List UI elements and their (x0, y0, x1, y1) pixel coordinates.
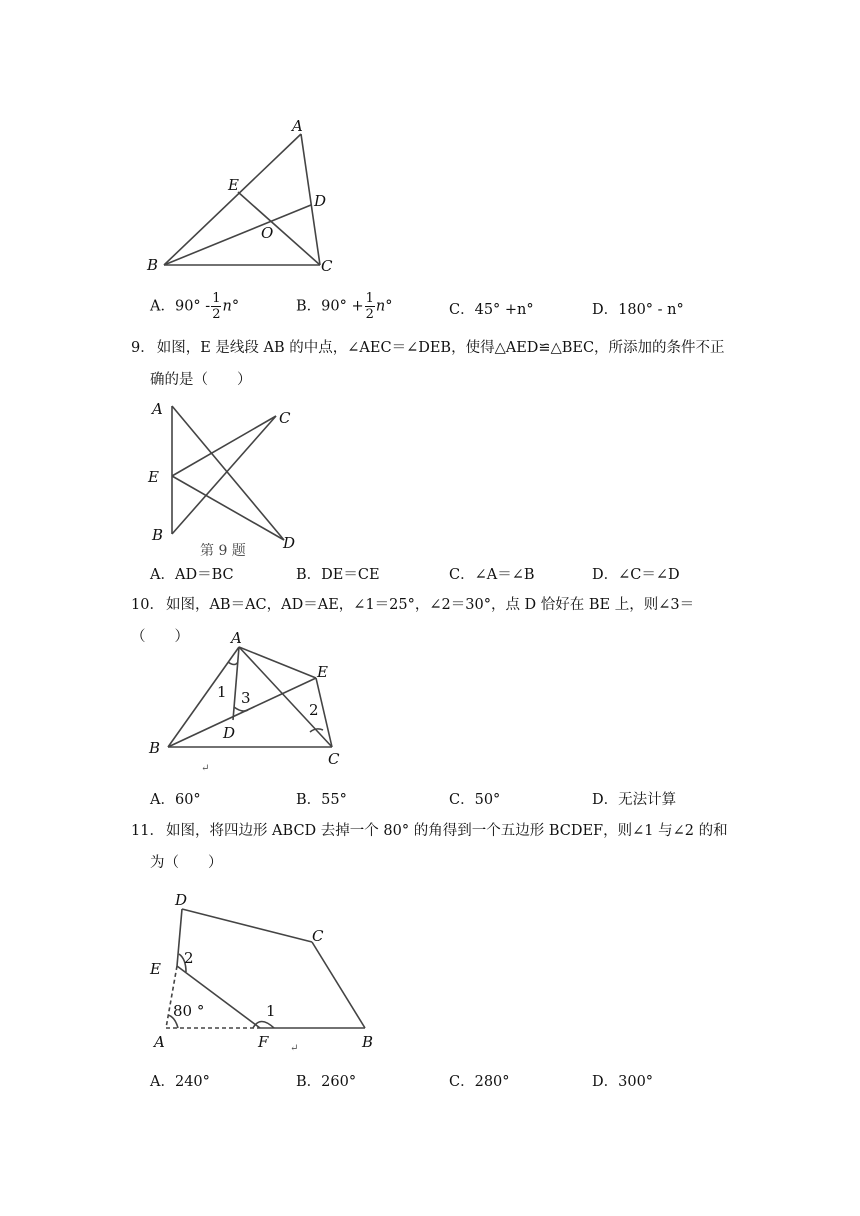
label-a: A (152, 400, 163, 418)
q8-option-a-text: A．90° (150, 298, 201, 315)
q11-options (150, 1070, 750, 1094)
fraction-numerator: 1 (365, 291, 374, 306)
return-mark: ↵ (290, 1043, 299, 1054)
label-angle-2: 2 (309, 701, 319, 719)
label-angle-1: 1 (217, 683, 227, 701)
segment-bc (172, 416, 276, 534)
segment-ed (172, 476, 284, 540)
segment-ab (164, 134, 301, 265)
fraction-denominator: 2 (365, 307, 374, 322)
q11-option-c[interactable]: C．280° (449, 1074, 510, 1090)
label-80-degrees: 80 ° (173, 1002, 205, 1020)
label-d: D (175, 891, 188, 909)
q9-text: 如图，E 是线段 AB 的中点，∠AEC＝∠DEB，使得△AED≌△BEC，所添加的条件不正 (156, 340, 725, 356)
figure-q9 (140, 396, 310, 559)
q9-line-1 (131, 332, 741, 364)
label-b: B (362, 1033, 374, 1051)
label-d: D (283, 534, 296, 552)
q8-option-b[interactable] (296, 292, 393, 321)
question-11 (131, 815, 741, 879)
label-angle-2: 2 (184, 949, 194, 967)
q9-option-d[interactable]: D．∠C＝∠D (592, 567, 680, 583)
figure-caption: 第 9 题 (200, 543, 246, 559)
label-angle-3: 3 (241, 689, 251, 707)
figure-q11 (140, 883, 390, 1058)
segment-ed (177, 909, 182, 966)
q11-option-b[interactable]: B．260° (296, 1074, 357, 1090)
label-d: D (314, 192, 327, 210)
label-c: C (321, 257, 333, 275)
segment-ac (239, 647, 332, 747)
q10-option-b[interactable]: B．55° (296, 792, 347, 808)
fraction-half (365, 292, 375, 321)
segment-dc (182, 909, 312, 942)
q9-option-a[interactable]: A．AD＝BC (150, 567, 234, 583)
segment-ae (239, 647, 316, 678)
q10-option-d[interactable]: D．无法计算 (592, 792, 677, 808)
q10-options (150, 788, 750, 812)
label-e: E (317, 663, 328, 681)
label-c: C (312, 927, 324, 945)
question-9 (131, 332, 741, 396)
label-a: A (231, 629, 242, 647)
label-e: E (148, 468, 159, 486)
q8-option-b-unit: n° (375, 298, 393, 315)
q8-option-b-sign: + (351, 298, 364, 315)
q9-number: 9． (131, 340, 155, 356)
q11-number: 11． (131, 823, 164, 839)
q8-option-c[interactable]: C．45° +n° (449, 302, 534, 318)
angle-3-arc (234, 707, 248, 711)
angle-1-arc (228, 662, 238, 665)
fraction-half (211, 292, 221, 321)
q10-number: 10． (131, 597, 164, 613)
label-e: E (228, 176, 239, 194)
label-c: C (328, 750, 340, 768)
q10-option-a[interactable]: A．60° (150, 792, 201, 808)
q11-option-d[interactable]: D．300° (592, 1074, 654, 1090)
label-a: A (154, 1033, 165, 1051)
label-d: D (223, 724, 236, 742)
q8-option-b-text: B．90° (296, 298, 347, 315)
fraction-numerator: 1 (212, 291, 221, 306)
label-e: E (150, 960, 161, 978)
q10-text: 如图，AB＝AC，AD＝AE，∠1＝25°，∠2＝30°，点 D 恰好在 BE 上，则∠3＝（ ） (131, 597, 695, 645)
label-b: B (152, 526, 164, 544)
label-a: A (292, 117, 303, 135)
return-mark: ↵ (201, 763, 210, 774)
segment-ce (238, 192, 320, 265)
q8-option-a-sign: - (205, 298, 211, 315)
label-b: B (149, 739, 161, 757)
q8-option-a-unit: n° (222, 298, 240, 315)
q8-option-d[interactable]: D．180° - n° (592, 302, 684, 318)
q11-line-1 (131, 815, 741, 847)
fraction-denominator: 2 (212, 307, 221, 322)
segment-bd (164, 205, 311, 265)
q11-line-2: 为（ ） (150, 855, 223, 871)
q8-options (150, 291, 750, 322)
label-b: B (147, 256, 159, 274)
label-f: F (258, 1033, 269, 1051)
q9-options (150, 563, 750, 587)
label-c: C (279, 409, 291, 427)
label-angle-1: 1 (266, 1002, 276, 1020)
segment-cb (312, 942, 365, 1028)
q11-option-a[interactable]: A．240° (150, 1074, 210, 1090)
q9-option-c[interactable]: C．∠A＝∠B (449, 567, 535, 583)
figure-q10 (140, 625, 355, 775)
label-o: O (261, 224, 274, 242)
q8-option-a[interactable] (150, 292, 239, 321)
q11-text: 如图，将四边形 ABCD 去掉一个 80° 的角得到一个五边形 BCDEF，则∠1 与∠2 的和 (165, 823, 728, 839)
q9-line-2: 确的是（ ） (150, 372, 252, 388)
angle-1-arc (253, 1022, 274, 1029)
q10-option-c[interactable]: C．50° (449, 792, 501, 808)
figure-q8 (140, 115, 350, 280)
q9-option-b[interactable]: B．DE＝CE (296, 567, 380, 583)
